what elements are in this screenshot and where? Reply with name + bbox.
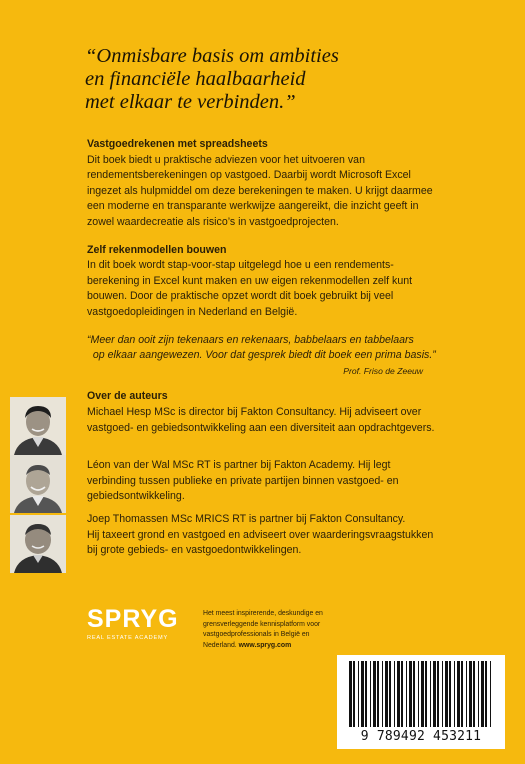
- barcode-bar: [461, 661, 463, 727]
- quote-line: met elkaar te verbinden.”: [85, 91, 296, 113]
- section-paragraph: [87, 258, 507, 320]
- barcode-bar: [365, 661, 367, 727]
- barcode-bar: [485, 661, 487, 727]
- review-author: Prof. Friso de Zeeuw: [343, 365, 423, 376]
- barcode-bar: [373, 661, 376, 727]
- barcode-bar: [382, 661, 383, 727]
- barcode-bars: [347, 661, 495, 727]
- barcode-bar: [457, 661, 460, 727]
- barcode-bar: [397, 661, 400, 727]
- barcode-bar: [361, 661, 364, 727]
- paragraph-line: ingezet als hulpmiddel om deze berekeningen te maken. U krijgt daarmee: [87, 184, 433, 197]
- publisher-url[interactable]: www.spryg.com: [238, 641, 292, 649]
- paragraph-line: vastgoedopleidingen in Nederland en België.: [87, 305, 298, 318]
- barcode-bar: [425, 661, 427, 727]
- barcode-bar: [370, 661, 371, 727]
- barcode-bar: [353, 661, 355, 727]
- barcode-bar: [445, 661, 448, 727]
- logo-wordmark: SPRYG: [87, 605, 179, 633]
- barcode-bar: [418, 661, 419, 727]
- bio-line: Michael Hesp MSc is director bij Fakton Consultancy. Hij adviseert over: [87, 406, 422, 418]
- authors-section: [87, 389, 507, 557]
- barcode-bar: [449, 661, 451, 727]
- about-line: grensverleggende kennisplatform voor: [203, 620, 321, 628]
- section-paragraph: [87, 153, 507, 231]
- barcode-bar: [349, 661, 352, 727]
- review-line: “Meer dan ooit zijn tekenaars en rekenaars, babbelaars en tabbelaars: [87, 333, 414, 346]
- bio-line: Hij taxeert grond en vastgoed en adviseert over waarderingsvraagstukken: [87, 528, 434, 541]
- bio-line: verbinding tussen publieke en private partijen binnen vastgoed- en: [87, 474, 399, 487]
- paragraph-line: berekening in Excel kunt maken en uw eigen rekenmodellen zelf kunt: [87, 274, 413, 287]
- paragraph-line: rendementsberekeningen op vastgoed. Daarbij wordt Microsoft Excel: [87, 169, 411, 182]
- publisher-about: [203, 609, 393, 651]
- review-quote: [87, 333, 507, 380]
- author-bio: [87, 458, 399, 505]
- barcode-bar: [358, 661, 359, 727]
- barcode-bar: [437, 661, 439, 727]
- author-bio: [87, 405, 434, 436]
- barcode-bar: [401, 661, 403, 727]
- portrait-image: [10, 455, 66, 513]
- paragraph-line: een moderne en transparante werkwijze aangereikt, die inzicht geeft in: [87, 200, 419, 213]
- cover-quote: [85, 45, 465, 114]
- quote-line: “Onmisbare basis om ambities: [85, 45, 339, 67]
- barcode-bar: [490, 661, 491, 727]
- barcode-bar: [421, 661, 424, 727]
- section-heading: Zelf rekenmodellen bouwen: [87, 243, 227, 256]
- paragraph-line: bouwen. Door de praktische opzet wordt dit boek gebruikt bij veel: [87, 290, 394, 303]
- barcode-bar: [478, 661, 479, 727]
- bio-line: Joep Thomassen MSc MRICS RT is partner bij Fakton Consultancy.: [87, 513, 406, 525]
- about-line: Het meest inspirerende, deskundige en: [203, 610, 323, 617]
- barcode-bar: [385, 661, 388, 727]
- isbn-number: 9 789492 453211: [360, 729, 482, 744]
- section-heading: Vastgoedrekenen met spreadsheets: [87, 138, 268, 150]
- barcode-bar: [466, 661, 467, 727]
- barcode-bar: [469, 661, 472, 727]
- quote-line: en financiële haalbaarheid: [85, 68, 306, 90]
- barcode-bar: [454, 661, 455, 727]
- barcode-bar: [473, 661, 475, 727]
- bio-line: gebiedsontwikkeling.: [87, 490, 185, 503]
- portrait-image: [10, 515, 66, 573]
- barcode-bar: [413, 661, 415, 727]
- barcode-bar: [481, 661, 484, 727]
- about-line: [203, 641, 393, 652]
- bio-line: vastgoed- en gebiedsontwikkeling aan een diversiteit aan opdrachtgevers.: [87, 421, 435, 434]
- paragraph-line: zowel waardecreatie als risico’s in vastgoedprojecten.: [87, 215, 339, 228]
- section-heading: Over de auteurs: [87, 390, 168, 402]
- barcode-bar: [442, 661, 443, 727]
- about-text: Nederland.: [203, 641, 239, 649]
- author-photo: [10, 515, 66, 573]
- paragraph-line: In dit boek wordt stap-voor-stap uitgelegd hoe u een rendements-: [87, 259, 394, 272]
- author-photo: [10, 455, 66, 513]
- author-bio: [87, 512, 433, 559]
- barcode-bar: [409, 661, 412, 727]
- isbn-barcode: [337, 655, 505, 749]
- barcode-bar: [377, 661, 379, 727]
- barcode-bar: [430, 661, 431, 727]
- bio-line: Léon van der Wal MSc RT is partner bij Fakton Academy. Hij legt: [87, 459, 391, 471]
- barcode-bar: [389, 661, 391, 727]
- barcode-bar: [433, 661, 436, 727]
- barcode-bar: [394, 661, 395, 727]
- publisher-logo: [87, 605, 179, 641]
- portrait-image: [10, 397, 66, 455]
- author-photo: [10, 397, 66, 455]
- logo-tagline: REAL ESTATE ACADEMY: [87, 635, 168, 641]
- main-text: [87, 137, 507, 379]
- review-line: op elkaar aangewezen. Voor dat gesprek biedt dit boek een prima basis.”: [87, 349, 436, 362]
- about-line: vastgoedprofessionals in België en: [203, 631, 310, 639]
- barcode-bar: [406, 661, 407, 727]
- bio-line: bij grote gebieds- en vastgoedontwikkelingen.: [87, 544, 302, 557]
- paragraph-line: Dit boek biedt u praktische adviezen voor het uitvoeren van: [87, 153, 365, 166]
